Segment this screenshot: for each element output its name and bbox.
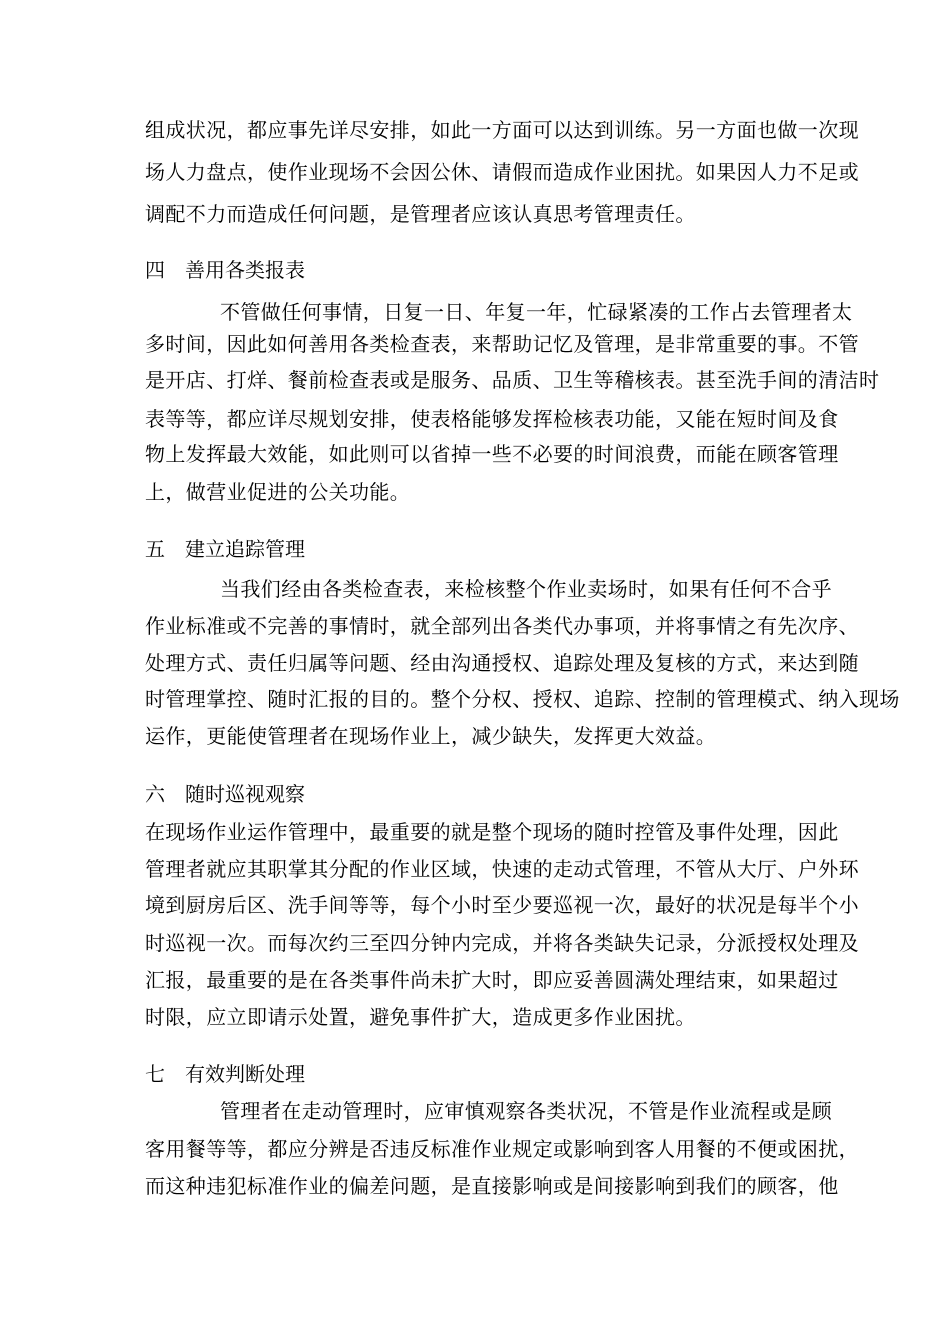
body-text-line: 当我们经由各类检查表，来检核整个作业卖场时，如果有任何不合乎	[220, 577, 832, 601]
section-number: 六	[145, 782, 165, 806]
body-text-line: 是开店、打烊、餐前检查表或是服务、品质、卫生等稽核表。甚至洗手间的清洁时	[145, 368, 880, 392]
section-heading-4	[145, 256, 305, 284]
body-text-line: 境到厨房后区、洗手间等等，每个小时至少要巡视一次，最好的状况是每半个小	[145, 893, 859, 917]
body-text-line: 多时间，因此如何善用各类检查表，来帮助记忆及管理，是非常重要的事。不管	[145, 332, 859, 356]
section-heading-6	[145, 780, 305, 808]
body-text-line: 组成状况，都应事先详尽安排，如此一方面可以达到训练。另一方面也做一次现	[145, 118, 859, 142]
body-text-line: 作业标准或不完善的事情时，就全部列出各类代办事项，并将事情之有先次序、	[145, 614, 859, 638]
body-text-line: 汇报，最重要的是在各类事件尚未扩大时，即应妥善圆满处理结束，如果超过	[145, 968, 839, 992]
body-text-line: 客用餐等等，都应分辨是否违反标准作业规定或影响到客人用餐的不便或困扰，	[145, 1137, 859, 1161]
section-number: 七	[145, 1062, 165, 1086]
body-text-line: 时限，应立即请示处置，避免事件扩大，造成更多作业困扰。	[145, 1005, 696, 1029]
body-text-line: 物上发挥最大效能，如此则可以省掉一些不必要的时间浪费，而能在顾客管理	[145, 442, 839, 466]
section-number: 四	[145, 258, 165, 282]
body-text-line: 上，做营业促进的公关功能。	[145, 480, 411, 504]
body-text-line: 管理者就应其职掌其分配的作业区域，快速的走动式管理，不管从大厅、户外环	[145, 857, 859, 881]
body-text-line: 管理者在走动管理时，应审慎观察各类状况，不管是作业流程或是顾	[220, 1099, 832, 1123]
section-title: 有效判断处理	[185, 1062, 305, 1086]
body-text-line: 场人力盘点，使作业现场不会因公休、请假而造成作业困扰。如果因人力不足或	[145, 160, 859, 184]
section-title: 建立追踪管理	[185, 537, 305, 561]
section-heading-5	[145, 535, 305, 563]
body-text-line: 表等等，都应详尽规划安排，使表格能够发挥检核表功能，又能在短时间及食	[145, 407, 839, 431]
section-title: 善用各类报表	[185, 258, 305, 282]
body-text-line: 在现场作业运作管理中，最重要的就是整个现场的随时控管及事件处理，因此	[145, 820, 839, 844]
body-text-line: 时巡视一次。而每次约三至四分钟内完成，并将各类缺失记录，分派授权处理及	[145, 931, 859, 955]
body-text-line: 调配不力而造成任何问题，是管理者应该认真思考管理责任。	[145, 202, 696, 226]
section-heading-7	[145, 1060, 305, 1088]
body-text-line: 而这种违犯标准作业的偏差问题，是直接影响或是间接影响到我们的顾客，他	[145, 1174, 839, 1198]
body-text-line: 不管做任何事情，日复一日、年复一年，忙碌紧凑的工作占去管理者太	[220, 300, 853, 324]
section-title: 随时巡视观察	[185, 782, 305, 806]
body-text-line: 处理方式、责任归属等问题、经由沟通授权、追踪处理及复核的方式，来达到随	[145, 651, 859, 675]
body-text-line: 运作，更能使管理者在现场作业上，减少缺失，发挥更大效益。	[145, 724, 717, 748]
body-text-line: 时管理掌控、随时汇报的目的。整个分权、授权、追踪、控制的管理模式、纳入现场	[145, 687, 900, 711]
section-number: 五	[145, 537, 165, 561]
